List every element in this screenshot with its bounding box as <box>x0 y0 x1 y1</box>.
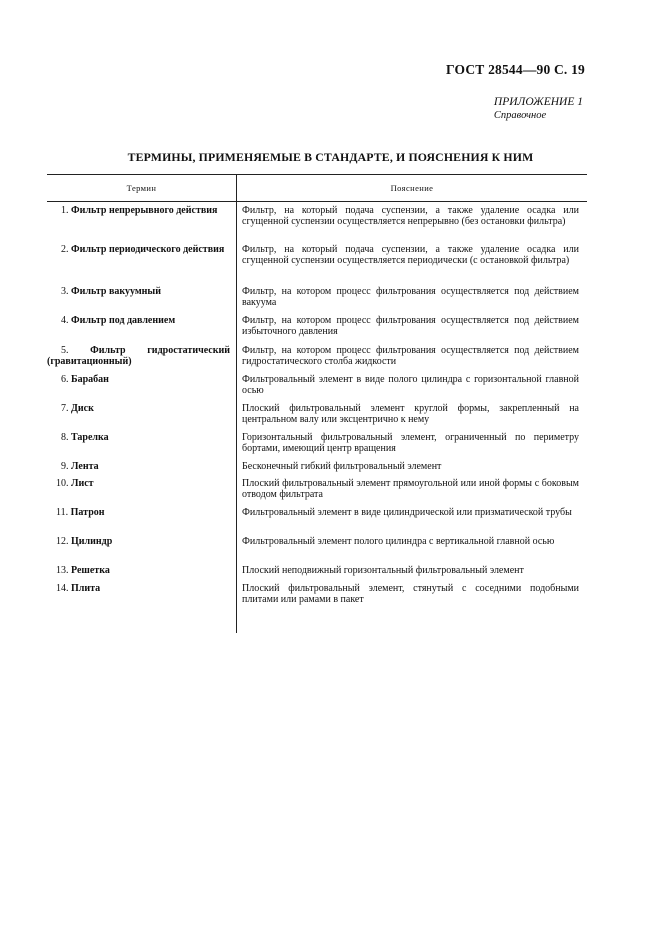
table-row-term: 2. Фильтр периодического действия <box>61 244 225 255</box>
appendix-subtitle: Справочное <box>493 110 547 121</box>
document-code: ГОСТ 28544—90 С. 19 <box>446 62 585 77</box>
table-row-explanation: Горизонтальный фильтровальный элемент, ограниченный по периметру бортами, имеющий центр вращения <box>242 432 579 455</box>
table-row-term: 7. Диск <box>61 403 94 414</box>
table-row-explanation: Фильтр, на котором процесс фильтрования осуществляется под действием избыточного давления <box>242 315 579 338</box>
table-row-term: 9. Лента <box>61 461 99 472</box>
table-row-term: 11. Патрон <box>56 507 105 518</box>
table-row-term: 13. Решетка <box>56 565 110 576</box>
table-row-explanation: Фильтровальный элемент в виде полого цилиндра с горизонтальной главной осью <box>242 374 579 397</box>
table-row-term: 1. Фильтр непрерывного действия <box>61 205 218 216</box>
table-row-term: 6. Барабан <box>61 374 109 385</box>
table-row-term: 14. Плита <box>56 583 101 594</box>
table-row-explanation: Фильтровальный элемент полого цилиндра с вертикальной главной осью <box>242 536 555 547</box>
table-row-explanation: Фильтр, на котором процесс фильтрования осуществляется под действием вакуума <box>242 286 579 309</box>
appendix-block <box>494 96 583 122</box>
table-row-explanation: Плоский фильтровальный элемент круглой формы, закрепленный на центральном валу или эксцентрично к нему <box>242 403 579 426</box>
header-explanation: Пояснение <box>390 183 434 193</box>
header-term: Термин <box>47 175 237 201</box>
appendix-title: ПРИЛОЖЕНИЕ 1 <box>493 96 583 108</box>
table-row-term: 5. Фильтр гидростатический (гравитационный) <box>47 345 231 368</box>
table-row-explanation: Плоский фильтровальный элемент, стянутый с соседними подобными плитами или рамами в пакет <box>242 583 579 606</box>
page-title: ТЕРМИНЫ, ПРИМЕНЯЕМЫЕ В СТАНДАРТЕ, И ПОЯСНЕНИЯ К НИМ <box>127 150 534 164</box>
table-row-explanation: Фильтр, на котором процесс фильтрования осуществляется под действием гидростатического столба жидкости <box>242 345 579 368</box>
table-header <box>47 174 587 202</box>
table-row-term: 12. Цилиндр <box>56 536 113 547</box>
table-row-explanation: Фильтр, на который подача суспензии, а также удаление осадка или сгущенной суспензии осуществляется периодически (с остановкой фильтра) <box>242 244 579 267</box>
terms-table <box>47 174 587 633</box>
table-row-term: 3. Фильтр вакуумный <box>61 286 161 297</box>
table-row-term: 4. Фильтр под давлением <box>61 315 176 326</box>
table-row-explanation: Фильтр, на который подача суспензии, а также удаление осадка или сгущенной суспензии осуществляется непрерывно (без остановки фильтра) <box>242 205 579 228</box>
table-row-term: 10. Лист <box>56 478 94 489</box>
table-row-explanation: Плоский фильтровальный элемент прямоугольной или иной формы с боковым отводом фильтрата <box>242 478 579 501</box>
table-row-explanation: Плоский неподвижный горизонтальный фильтровальный элемент <box>242 565 524 576</box>
table-row-explanation: Фильтровальный элемент в виде цилиндрической или призматической трубы <box>242 507 572 518</box>
table-row-term: 8. Тарелка <box>61 432 109 443</box>
table-body <box>47 202 587 633</box>
table-row-explanation: Бесконечный гибкий фильтровальный элемент <box>242 461 442 472</box>
